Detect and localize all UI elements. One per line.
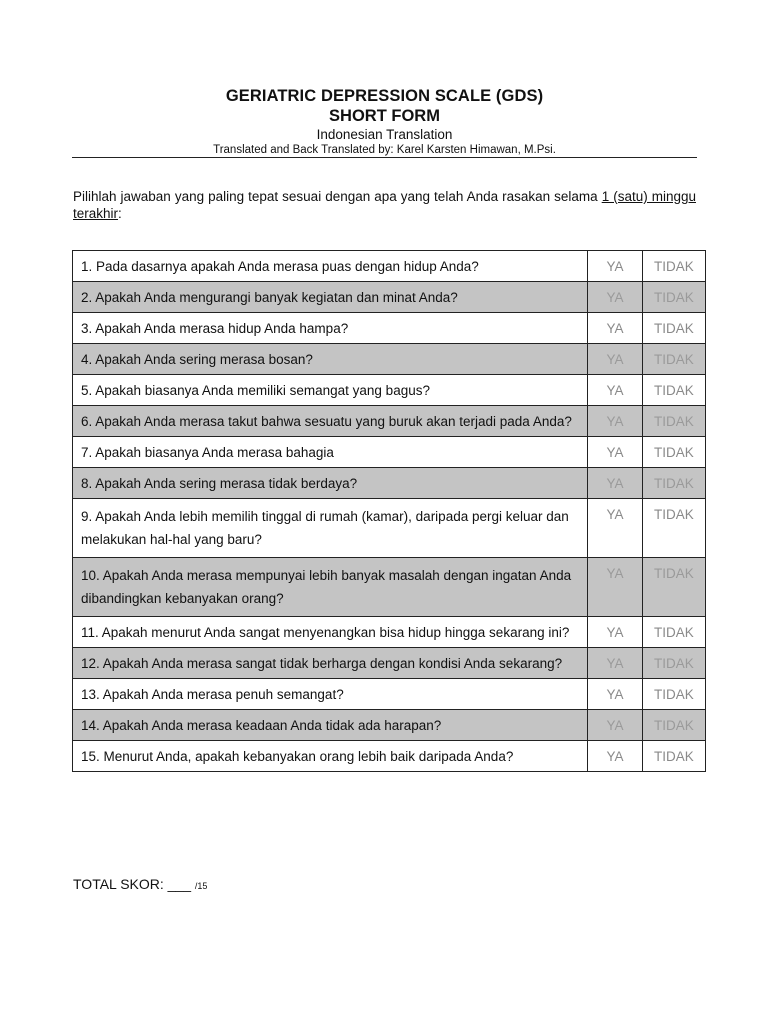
instructions-period: 1 (satu) minggu terakhir <box>73 189 696 221</box>
translator-credit: Translated and Back Translated by: Karel Karsten Himawan, M.Psi. <box>213 144 556 156</box>
answer-ya[interactable]: YA <box>588 499 643 558</box>
question-row <box>73 251 706 282</box>
instructions-end: : <box>118 206 122 221</box>
question-row <box>73 558 706 617</box>
answer-ya[interactable]: YA <box>588 313 643 344</box>
question-row <box>73 648 706 679</box>
answer-tidak[interactable]: TIDAK <box>642 344 705 375</box>
question-row <box>73 344 706 375</box>
question-text: 15. Menurut Anda, apakah kebanyakan orang lebih baik daripada Anda? <box>73 741 588 772</box>
answer-ya[interactable]: YA <box>588 741 643 772</box>
answer-ya[interactable]: YA <box>588 375 643 406</box>
question-text: 9. Apakah Anda lebih memilih tinggal di rumah (kamar), daripada pergi keluar dan melakukan hal-hal yang baru? <box>73 499 588 558</box>
question-text: 14. Apakah Anda merasa keadaan Anda tidak ada harapan? <box>73 710 588 741</box>
header-divider <box>72 157 697 158</box>
total-score-max: /15 <box>194 881 208 891</box>
gds-questionnaire-table <box>72 250 706 772</box>
answer-tidak[interactable]: TIDAK <box>642 437 705 468</box>
question-text: 12. Apakah Anda merasa sangat tidak berharga dengan kondisi Anda sekarang? <box>73 648 588 679</box>
question-text: 8. Apakah Anda sering merasa tidak berdaya? <box>73 468 588 499</box>
answer-tidak[interactable]: TIDAK <box>642 282 705 313</box>
total-score <box>73 876 207 892</box>
answer-tidak[interactable]: TIDAK <box>642 499 705 558</box>
answer-ya[interactable]: YA <box>588 406 643 437</box>
question-row <box>73 710 706 741</box>
translation-label: Indonesian Translation <box>316 127 453 142</box>
question-row <box>73 437 706 468</box>
form-header <box>72 86 697 157</box>
question-row <box>73 406 706 437</box>
question-row <box>73 468 706 499</box>
question-text: 2. Apakah Anda mengurangi banyak kegiatan dan minat Anda? <box>73 282 588 313</box>
answer-tidak[interactable]: TIDAK <box>642 375 705 406</box>
question-row <box>73 741 706 772</box>
answer-ya[interactable]: YA <box>588 437 643 468</box>
answer-tidak[interactable]: TIDAK <box>642 741 705 772</box>
answer-ya[interactable]: YA <box>588 710 643 741</box>
total-score-label: TOTAL SKOR: ___ <box>73 876 195 892</box>
form-title: GERIATRIC DEPRESSION SCALE (GDS) <box>225 87 544 105</box>
answer-ya[interactable]: YA <box>588 468 643 499</box>
question-row <box>73 499 706 558</box>
question-row <box>73 375 706 406</box>
answer-tidak[interactable]: TIDAK <box>642 617 705 648</box>
question-text: 7. Apakah biasanya Anda merasa bahagia <box>73 437 588 468</box>
answer-ya[interactable]: YA <box>588 344 643 375</box>
answer-ya[interactable]: YA <box>588 558 643 617</box>
answer-tidak[interactable]: TIDAK <box>642 648 705 679</box>
answer-tidak[interactable]: TIDAK <box>642 251 705 282</box>
answer-tidak[interactable]: TIDAK <box>642 558 705 617</box>
answer-ya[interactable]: YA <box>588 617 643 648</box>
form-subtitle: SHORT FORM <box>329 107 440 125</box>
answer-tidak[interactable]: TIDAK <box>642 313 705 344</box>
instructions-text: Pilihlah jawaban yang paling tepat sesuai dengan apa yang telah Anda rasakan selama <box>73 189 602 204</box>
question-text: 4. Apakah Anda sering merasa bosan? <box>73 344 588 375</box>
answer-tidak[interactable]: TIDAK <box>642 710 705 741</box>
question-text: 11. Apakah menurut Anda sangat menyenangkan bisa hidup hingga sekarang ini? <box>73 617 588 648</box>
question-text: 5. Apakah biasanya Anda memiliki semangat yang bagus? <box>73 375 588 406</box>
question-row <box>73 282 706 313</box>
instructions <box>73 188 696 222</box>
question-row <box>73 617 706 648</box>
question-text: 1. Pada dasarnya apakah Anda merasa puas dengan hidup Anda? <box>73 251 588 282</box>
answer-ya[interactable]: YA <box>588 282 643 313</box>
question-text: 13. Apakah Anda merasa penuh semangat? <box>73 679 588 710</box>
question-text: 3. Apakah Anda merasa hidup Anda hampa? <box>73 313 588 344</box>
answer-ya[interactable]: YA <box>588 251 643 282</box>
answer-ya[interactable]: YA <box>588 679 643 710</box>
answer-tidak[interactable]: TIDAK <box>642 679 705 710</box>
question-row <box>73 313 706 344</box>
answer-ya[interactable]: YA <box>588 648 643 679</box>
question-row <box>73 679 706 710</box>
question-text: 10. Apakah Anda merasa mempunyai lebih banyak masalah dengan ingatan Anda dibandingkan kebanyakan orang? <box>73 558 588 617</box>
answer-tidak[interactable]: TIDAK <box>642 468 705 499</box>
answer-tidak[interactable]: TIDAK <box>642 406 705 437</box>
question-text: 6. Apakah Anda merasa takut bahwa sesuatu yang buruk akan terjadi pada Anda? <box>73 406 588 437</box>
